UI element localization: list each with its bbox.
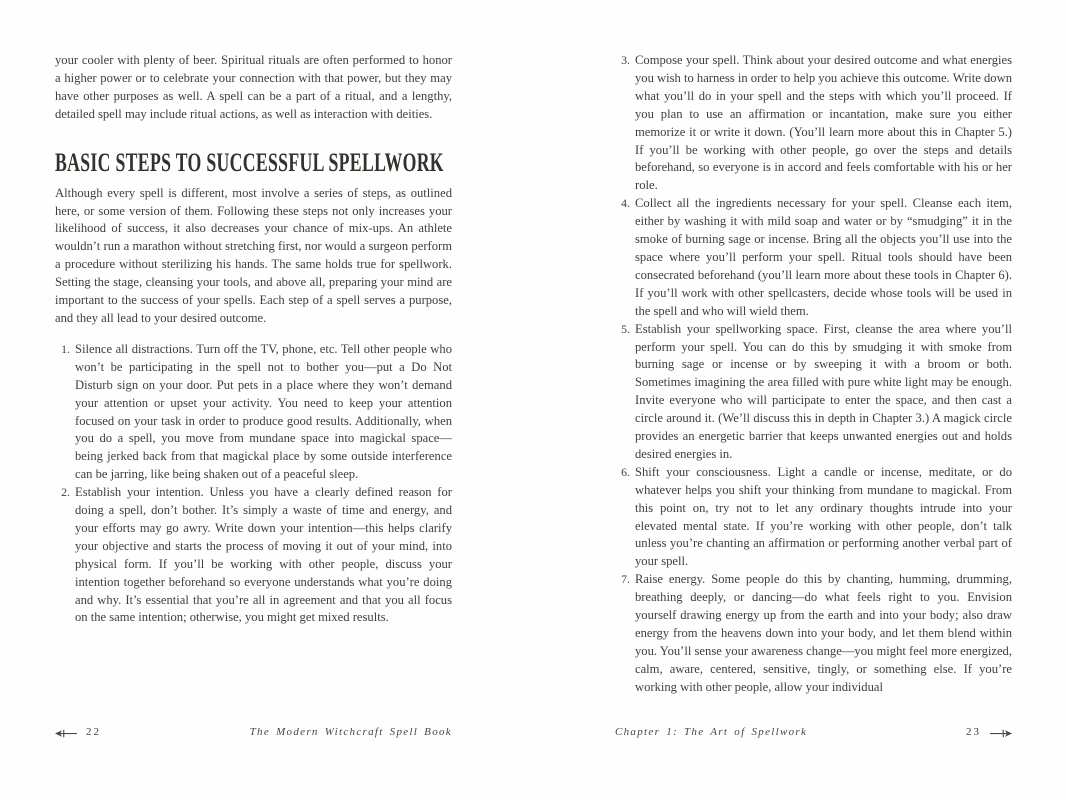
running-title-book: The Modern Witchcraft Spell Book (249, 726, 452, 738)
step-text: Raise energy. Some people do this by chanting, humming, drumming, breathing deeply, or dancing—do what feels right to you. Envision yourself drawing energy up from the earth and into your body; also draw energy from the heavens down into your body, and let them blend within you. You’ll sense your awareness change—you might feel more energized, calm, aware, centered, sensitive, tingly, or something else. If you’re working with other people, allow your individual (635, 572, 1012, 694)
list-item (55, 341, 452, 484)
right-page (615, 52, 1012, 697)
step-number: 3. (621, 53, 630, 67)
step-number: 5. (621, 321, 630, 336)
step-number: 7. (621, 572, 630, 587)
step-text: Shift your consciousness. Light a candle or incense, meditate, or do whatever helps you shift your thinking from mundane to magickal. From this point on, try not to let any ordinary thoughts intrude into your elevated mental state. If you’re working with other people, don’t talk unless you’re chanting an affirmation or performing another verbal part of your spell. (635, 464, 1012, 569)
list-item (615, 464, 1012, 571)
step-number: 4. (621, 196, 630, 211)
step-number: 2. (61, 485, 70, 500)
list-item (55, 484, 452, 627)
arrow-ornament-right-icon (990, 728, 1012, 737)
left-page-number-group (55, 725, 101, 739)
left-page-footer (55, 725, 452, 739)
list-item (615, 321, 1012, 464)
step-number: 6. (621, 464, 630, 479)
step-text: Establish your intention. Unless you have a clearly defined reason for doing a spell, don’t bother. It’s simply a waste of time and energy, and your efforts may go awry. Write down your intention—this helps clarify your objective and starts the process of moving it out of your mind, into physical form. If you’ll be working with other people, discuss your intention together beforehand so everyone understands what you’re doing and why. It’s essential that you’re all in agreement and that you all focus on the same intention; otherwise, you might get mixed results. (75, 485, 452, 625)
step-text: Silence all distractions. Turn off the TV, phone, etc. Tell other people who won’t be participating in the spell not to bother you—put a Do Not Disturb sign on your door. Put pets in a place where they won’t demand your attention or upset your activity. You need to keep your attention focused on your task in order to produce good results. Additionally, when you do a spell, you move from mundane space into magickal space—being jerked back from that magickal place by some outside interference can be jarring, like being shaken out of a peaceful sleep. (75, 341, 452, 482)
section-intro-paragraph: Although every spell is different, most involve a series of steps, as outlined here, or some version of them. Following these steps not only increases your likelihood of success, it also decreases your chance of mix-ups. An athlete wouldn’t run a marathon without stretching first, nor would a surgeon perform a procedure without sterilizing his hands. The same holds true for spellwork. Setting the stage, cleansing your tools, and above all, preparing your mind are important to the success of your spells. Each step of a spell serves a purpose, and they all lead to your desired outcome. (55, 185, 452, 325)
continuation-paragraph: your cooler with plenty of beer. Spiritual rituals are often performed to honor a higher power or to celebrate your connection with that power, but they may have other purposes as well. A spell can be a part of a ritual, and a lengthy, detailed spell may include ritual actions, as well as interaction with deities. (55, 53, 452, 121)
spellwork-steps-list-right (615, 52, 1012, 697)
running-title-chapter: Chapter 1: The Art of Spellwork (615, 726, 808, 738)
spellwork-steps-list-left (55, 341, 452, 628)
list-item (615, 195, 1012, 320)
page-number: 23 (966, 726, 981, 738)
list-item (615, 571, 1012, 696)
step-number: 1. (61, 341, 70, 356)
left-page (55, 52, 452, 627)
page-number: 22 (86, 726, 101, 738)
right-page-footer (615, 725, 1012, 739)
right-page-number-group (966, 725, 1012, 739)
step-text: Collect all the ingredients necessary for your spell. Cleanse each item, either by washing it with mild soap and water or by “smudging” it in the smoke of burning sage or incense. Bring all the objects you’ll use into the space where you’ll perform your spell. Ritual tools should have been consecrated beforehand (you’ll learn more about these tools in Chapter 6). If you’ll work with other spellcasters, decide whose tools will be used in the spell and who will wield them. (635, 196, 1012, 318)
arrow-ornament-left-icon (55, 728, 77, 737)
section-heading-text: BASIC STEPS TO SUCCESSFUL SPELLWORK (55, 147, 444, 177)
step-text: Establish your spellworking space. First, cleanse the area where you’ll perform your spell. You can do this by smudging it with smoke from burning sage or incense or by sweeping it with a broom or both. Sometimes imagining the area filled with pure white light may be enough. Invite everyone who will participate to enter the space, and then cast a circle around it. (We’ll discuss this in depth in Chapter 3.) A magick circle provides an energetic barrier that keeps unwanted energies out and holds desired energies in. (635, 321, 1012, 461)
section-heading (55, 148, 452, 178)
step-text: Compose your spell. Think about your desired outcome and what energies you wish to harness in order to help you achieve this outcome. Write down what you’ll do in your spell and the steps with which you’ll proceed. If you plan to use an affirmation or incantation, make sure you either memorize it or write it down. (You’ll learn more about this in Chapter 5.) If you’ll be working with other people, go over the steps and details beforehand, so everyone is in accord and feels comfortable with his or her role. (635, 53, 1012, 193)
list-item (615, 52, 1012, 195)
